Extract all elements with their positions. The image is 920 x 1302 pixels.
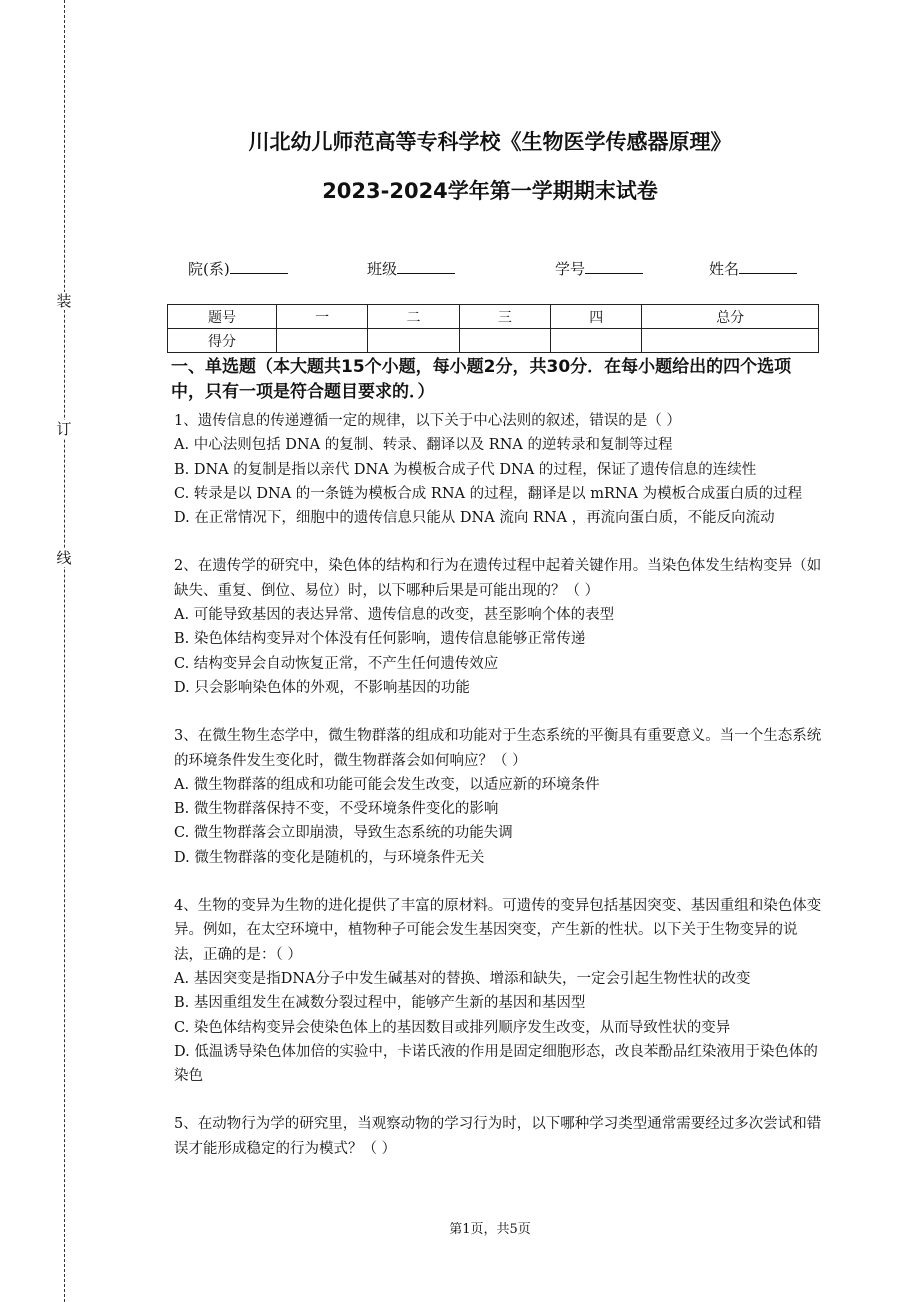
score-table-header-row [168, 305, 819, 329]
question-3 [174, 724, 824, 870]
option-b: B. 微生物群落保持不变，不受环境条件变化的影响 [174, 801, 499, 818]
class-field[interactable] [367, 258, 455, 279]
question-stem: 4、生物的变异为生物的进化提供了丰富的原材料。可遗传的变异包括基因突变、基因重组和染色体变异。例如，在太空环境中，植物种子可能会发生基因突变，产生新的性状。以下关于生物变异的说法，正确的是：（ ） [174, 898, 822, 963]
score-table [167, 304, 819, 353]
question-stem: 1、遗传信息的传递遵循一定的规律，以下关于中心法则的叙述，错误的是（ ） [174, 413, 681, 429]
question-content [171, 355, 824, 1161]
score-input-cell[interactable] [459, 329, 550, 353]
option-c: C. 转录是以 DNA 的一条链为模板合成 RNA 的过程，翻译是以 mRNA 为模板合成蛋白质的过程 [174, 485, 803, 502]
question-stem: 3、在微生物生态学中，微生物群落的组成和功能对于生态系统的平衡具有重要意义。当一个生态系统的环境条件发生变化时，微生物群落会如何响应？（ ） [174, 728, 822, 769]
name-field[interactable] [709, 258, 797, 279]
option-a: A. 可能导致基因的表达异常、遗传信息的改变，甚至影响个体的表型 [174, 607, 615, 624]
name-label: 姓名 [709, 260, 740, 278]
department-blank[interactable] [230, 259, 288, 274]
score-cell: 得分 [168, 329, 277, 353]
exam-title-line1: 川北幼儿师范高等专科学校《生物医学传感器原理》 [248, 130, 732, 154]
exam-title-line2: 2023-2024学年第一学期期末试卷 [322, 179, 658, 203]
score-cell: 四 [551, 305, 642, 329]
score-table-score-row [168, 329, 819, 353]
score-input-cell[interactable] [368, 329, 459, 353]
question-5 [174, 1112, 824, 1161]
question-stem: 5、在动物行为学的研究里，当观察动物的学习行为时，以下哪种学习类型通常需要经过多次尝试和错误才能形成稳定的行为模式？（ ） [174, 1116, 822, 1157]
score-cell: 二 [368, 305, 459, 329]
question-1 [174, 409, 824, 530]
department-field[interactable] [188, 258, 288, 279]
score-cell: 题号 [168, 305, 277, 329]
score-input-cell[interactable] [642, 329, 819, 353]
score-input-cell[interactable] [277, 329, 368, 353]
score-cell: 三 [459, 305, 550, 329]
score-input-cell[interactable] [551, 329, 642, 353]
option-b: B. 染色体结构变异对个体没有任何影响，遗传信息能够正常传递 [174, 631, 586, 648]
option-b: B. 基因重组发生在减数分裂过程中，能够产生新的基因和基因型 [174, 995, 586, 1012]
question-2 [174, 554, 824, 700]
question-stem: 2、在遗传学的研究中，染色体的结构和行为在遗传过程中起着关键作用。当染色体发生结构变异（如缺失、重复、倒位、易位）时，以下哪种后果是可能出现的？（ ） [174, 558, 822, 599]
option-d: D. 低温诱导染色体加倍的实验中，卡诺氏液的作用是固定细胞形态，改良苯酚品红染液用于染色体的染色 [174, 1043, 818, 1085]
option-a: A. 基因突变是指DNA分子中发生碱基对的替换、增添和缺失，一定会引起生物性状的改变 [174, 970, 751, 987]
option-d: D. 只会影响染色体的外观，不影响基因的功能 [174, 679, 470, 696]
option-b: B. DNA 的复制是指以亲代 DNA 为模板合成子代 DNA 的过程，保证了遗传信息的连续性 [174, 461, 757, 478]
student-id-label: 学号 [555, 260, 586, 278]
class-blank[interactable] [397, 259, 455, 274]
section-heading: 一、单选题（本大题共15个小题，每小题2分，共30分．在每小题给出的四个选项中，只有一项是符合题目要求的．） [171, 357, 792, 402]
margin-char-zhuang: 装 [56, 292, 72, 310]
option-c: C. 染色体结构变异会使染色体上的基因数目或排列顺序发生改变，从而导致性状的变异 [174, 1019, 731, 1036]
option-a: A. 微生物群落的组成和功能可能会发生改变，以适应新的环境条件 [174, 776, 600, 793]
class-label: 班级 [367, 260, 398, 278]
student-id-field[interactable] [555, 258, 643, 279]
question-4 [174, 894, 824, 1088]
option-d: D. 在正常情况下，细胞中的遗传信息只能从 DNA 流向 RNA ，再流向蛋白质，不能反向流动 [174, 510, 775, 527]
option-a: A. 中心法则包括 DNA 的复制、转录、翻译以及 RNA 的逆转录和复制等过程 [174, 437, 673, 454]
name-blank[interactable] [739, 259, 797, 274]
option-c: C. 微生物群落会立即崩溃，导致生态系统的功能失调 [174, 825, 513, 842]
department-label: 院(系) [188, 260, 230, 278]
margin-char-xian: 线 [56, 549, 72, 567]
margin-char-ding: 订 [56, 420, 72, 438]
option-c: C. 结构变异会自动恢复正常，不产生任何遗传效应 [174, 655, 499, 672]
option-d: D. 微生物群落的变化是随机的，与环境条件无关 [174, 849, 485, 866]
student-info-row [0, 258, 920, 280]
student-id-blank[interactable] [585, 259, 643, 274]
score-cell: 一 [277, 305, 368, 329]
score-cell: 总分 [642, 305, 819, 329]
page-footer: 第1页，共5页 [449, 1222, 531, 1237]
